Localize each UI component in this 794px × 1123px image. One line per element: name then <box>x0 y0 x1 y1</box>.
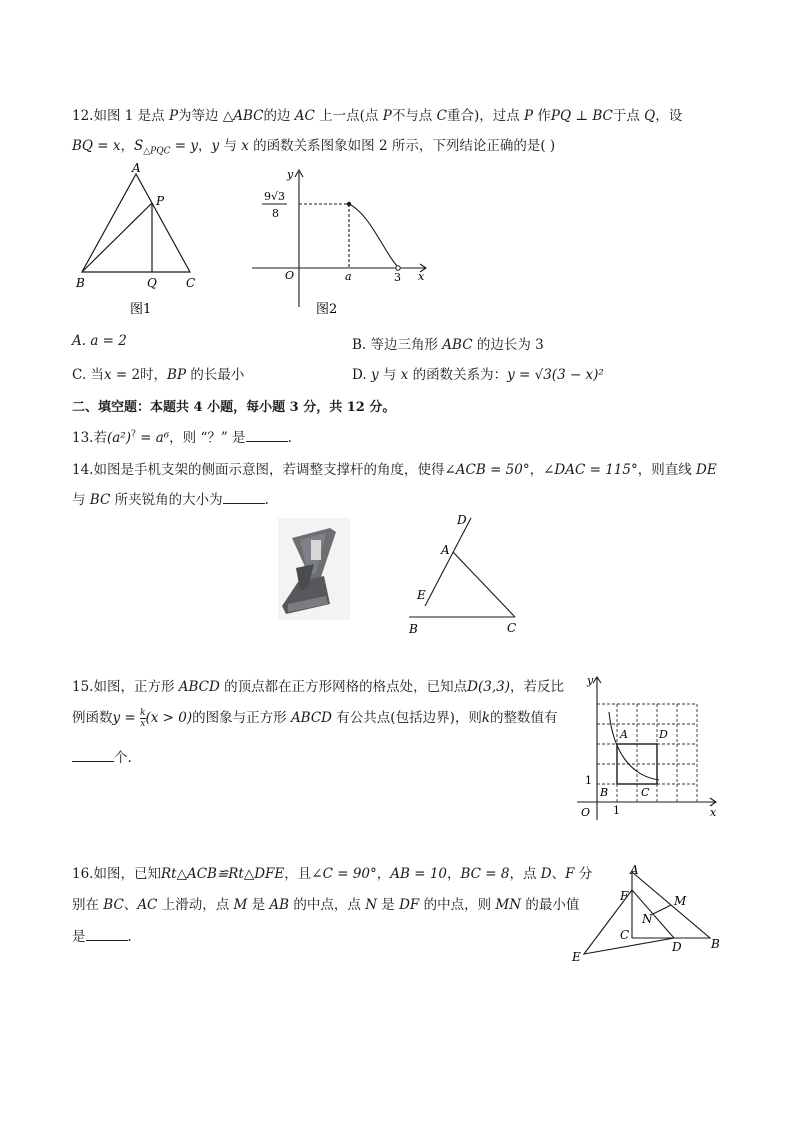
q16-label-F: F <box>620 889 629 903</box>
q12-figure1 <box>70 162 210 322</box>
q12-fig2-frac-num: 9√3 <box>264 190 286 203</box>
q14-answer-blank <box>223 502 265 504</box>
q16-label-N: N <box>642 912 653 926</box>
q15-label-1-x: 1 <box>613 804 620 817</box>
q12-option-b: B. 等边三角形 ABC 的边长为 3 <box>352 337 544 353</box>
q15-label-D: D <box>659 728 668 741</box>
q12-line2: BQ = x，$S_{\triangle PQC} = y$，y 与 x 的函数关系图象如图 2 所示，下列结论正确的是( ) <box>72 138 556 157</box>
q13: 13.若(a²)? = a⁶，则 “？” 是 . <box>72 429 292 446</box>
q12-fig2-label-y: y <box>287 168 294 181</box>
q15-line3: 个. <box>72 746 132 766</box>
q12-line1: 12.如图 1 是点 P为等边 △ABC的边 AC 上一点(点 P不与点 C重合)，过点 P 作PQ ⊥ BC于点 Q，设 <box>72 108 683 124</box>
q12-fig2-frac-den: 8 <box>272 207 279 220</box>
q16-line1: 16.如图，已知Rt△ACB≌Rt△DFE，且∠C = 90°，AB = 10，BC = 8，点 D、F 分 <box>72 866 593 882</box>
phone-stand-photo <box>278 518 350 620</box>
q15-label-A: A <box>620 728 628 741</box>
q16-label-E: E <box>572 950 581 964</box>
q16-label-B: B <box>711 937 720 951</box>
q15-figure <box>573 672 723 822</box>
q15-label-x: x <box>710 806 717 819</box>
q13-answer-blank <box>246 440 288 442</box>
q12-option-c: C. 当x = 2时，BP 的长最小 <box>72 367 245 383</box>
q15-label-C: C <box>641 786 650 799</box>
q12-fig1-label-A: A <box>132 162 141 175</box>
q16-label-A: A <box>630 863 639 877</box>
q12-fig1-label-Q: Q <box>147 276 157 290</box>
q14-label-A: A <box>441 543 450 557</box>
q14-label-B: B <box>409 622 418 636</box>
q15-line1: 15.如图，正方形 ABCD 的顶点都在正方形网格的格点处，已知点D(3,3)，若反比 <box>72 679 564 695</box>
q12-option-a: A. a = 2 <box>72 333 127 349</box>
q14-label-D: D <box>457 513 467 527</box>
q12-fig1-label-P: P <box>156 194 165 208</box>
q12-fig1-label-C: C <box>186 276 196 290</box>
q14-line2: 与 BC 所夹锐角的大小为 . <box>72 492 269 508</box>
q15-line2: 例函数y = $\frac{k}{x}$ (x > 0)的图象与正方形 ABCD 有公共点(包括边界)，则k的整数值有 <box>72 708 558 729</box>
q12-fig2-label-3: 3 <box>394 271 401 284</box>
q14-figure <box>405 510 535 640</box>
q12-fig2-label-x: x <box>418 270 425 283</box>
q12-fig1-label-B: B <box>76 276 85 290</box>
section-heading-fill-in: 二、填空题：本题共 4 小题，每小题 3 分，共 12 分。 <box>72 400 396 415</box>
q14-line1: 14.如图是手机支架的侧面示意图，若调整支撑杆的角度，使得∠ACB = 50°，∠DAC = 115°，则直线 DE <box>72 462 717 478</box>
q16-line2: 别在 BC、AC 上滑动，点 M 是 AB 的中点，点 N 是 DF 的中点，则 MN 的最小值 <box>72 897 580 913</box>
q16-figure <box>570 860 730 970</box>
q15-label-y: y <box>587 674 594 687</box>
q15-label-B: B <box>600 786 609 799</box>
q12-figure2 <box>250 162 440 322</box>
q16-label-D: D <box>672 940 682 954</box>
q15-label-1-y: 1 <box>585 774 592 787</box>
q16-line3: 是 . <box>72 929 132 945</box>
q12-option-d: D. y 与 x 的函数关系为：y = √3(3 − x)² <box>352 367 604 383</box>
q12-fig2-label-a: a <box>345 270 352 283</box>
q16-answer-blank <box>86 939 128 941</box>
q12-fig2-caption: 图2 <box>316 302 338 317</box>
q15-answer-blank <box>72 760 114 762</box>
q12-fig1-caption: 图1 <box>130 302 152 317</box>
q14-label-C: C <box>507 621 517 635</box>
q14-label-E: E <box>417 588 426 602</box>
q12-fig2-label-O: O <box>285 269 295 282</box>
q15-label-O: O <box>581 806 591 819</box>
q16-label-C: C <box>620 928 630 942</box>
q16-label-M: M <box>674 894 687 908</box>
